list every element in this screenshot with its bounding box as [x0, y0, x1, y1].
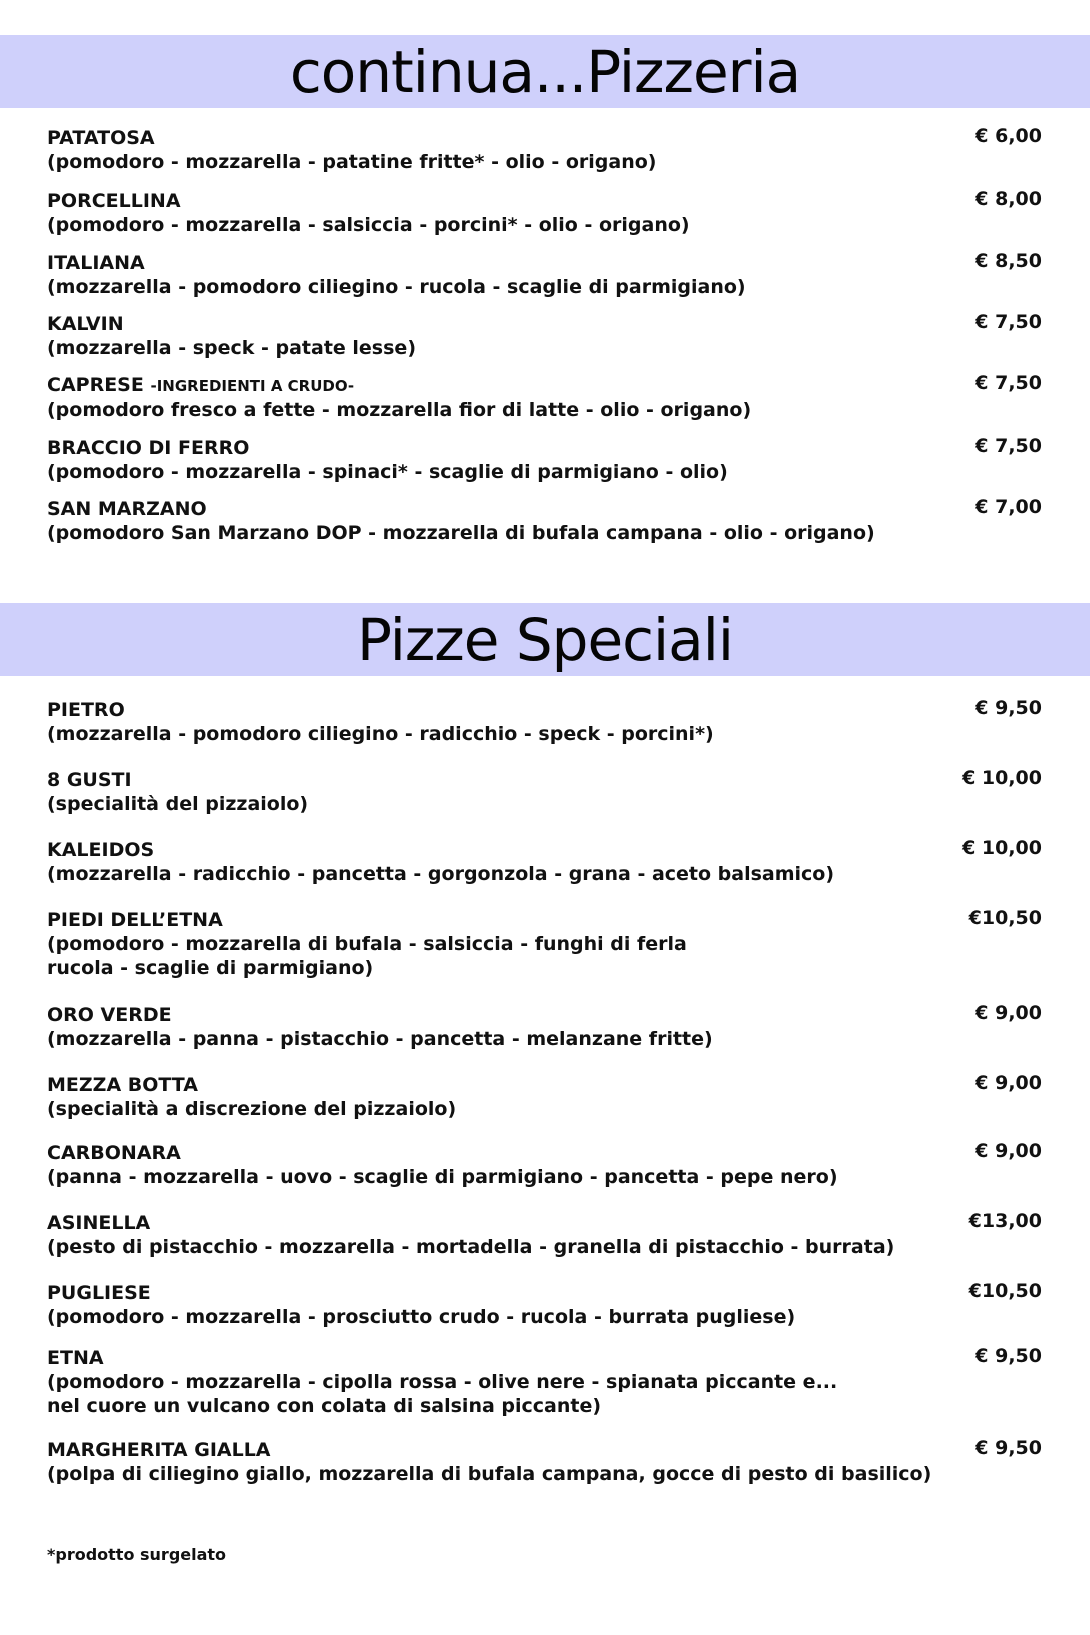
- item-price: €10,50: [968, 1280, 1042, 1302]
- menu-item: [47, 1438, 1042, 1486]
- item-name-text: PIETRO: [47, 699, 125, 721]
- item-price: € 9,00: [975, 1140, 1042, 1162]
- item-price: € 9,50: [975, 1437, 1042, 1459]
- menu-item: [47, 251, 1042, 299]
- item-name-text: ETNA: [47, 1347, 104, 1369]
- item-name: [47, 1211, 1042, 1235]
- item-name: [47, 1003, 1042, 1027]
- menu-item: [47, 312, 1042, 360]
- item-name-text: PIEDI DELL’ETNA: [47, 909, 223, 931]
- item-name: [47, 312, 1042, 336]
- section-banner-pizze-speciali: [0, 603, 1090, 676]
- item-price: € 7,50: [975, 372, 1042, 394]
- item-price: € 7,50: [975, 311, 1042, 333]
- menu-item: [47, 768, 1042, 816]
- item-description: (mozzarella - pomodoro ciliegino - rucola - scaglie di parmigiano): [47, 276, 746, 298]
- item-description: (pomodoro - mozzarella - salsiccia - porcini* - olio - origano): [47, 214, 690, 236]
- item-name: [47, 373, 1042, 398]
- menu-item: [47, 497, 1042, 545]
- menu-item: [47, 126, 1042, 174]
- item-description: (panna - mozzarella - uovo - scaglie di parmigiano - pancetta - pepe nero): [47, 1166, 838, 1188]
- menu-item: [47, 1281, 1042, 1329]
- item-price: € 10,00: [962, 837, 1042, 859]
- item-price: € 9,50: [975, 697, 1042, 719]
- item-description: (mozzarella - panna - pistacchio - pancetta - melanzane fritte): [47, 1028, 713, 1050]
- menu-item: [47, 698, 1042, 746]
- menu-item: [47, 838, 1042, 886]
- item-name-text: PUGLIESE: [47, 1282, 151, 1304]
- section-banner-pizzeria: [0, 35, 1090, 108]
- item-name-text: KALVIN: [47, 313, 124, 335]
- menu-item: [47, 436, 1042, 484]
- item-name-text: ITALIANA: [47, 252, 145, 274]
- item-description: (pomodoro fresco a fette - mozzarella fior di latte - olio - origano): [47, 399, 752, 421]
- item-description: (pomodoro - mozzarella - cipolla rossa - olive nere - spianata piccante e... nel cuore un vulcano con colata di salsina piccante): [47, 1371, 838, 1417]
- item-description: (pomodoro - mozzarella - spinaci* - scaglie di parmigiano - olio): [47, 461, 728, 483]
- menu-item: [47, 1073, 1042, 1121]
- item-name: [47, 497, 1042, 521]
- item-name-text: PATATOSA: [47, 127, 155, 149]
- menu-item: [47, 189, 1042, 237]
- item-name-text: CARBONARA: [47, 1142, 181, 1164]
- item-description: (mozzarella - speck - patate lesse): [47, 337, 416, 359]
- item-name: [47, 768, 1042, 792]
- item-description: (specialità a discrezione del pizzaiolo): [47, 1098, 457, 1120]
- item-name: [47, 908, 1042, 932]
- item-name-text: MARGHERITA GIALLA: [47, 1439, 271, 1461]
- item-name: [47, 251, 1042, 275]
- footnote: *prodotto surgelato: [47, 1545, 227, 1564]
- item-name-text: 8 GUSTI: [47, 769, 132, 791]
- item-name-text: ASINELLA: [47, 1212, 151, 1234]
- item-price: € 9,00: [975, 1072, 1042, 1094]
- item-name: [47, 126, 1042, 150]
- item-description: (polpa di ciliegino giallo, mozzarella di bufala campana, gocce di pesto di basilico): [47, 1463, 932, 1485]
- item-name: [47, 698, 1042, 722]
- menu-item: [47, 1003, 1042, 1051]
- item-name: [47, 1438, 1042, 1462]
- menu-item: [47, 908, 1042, 980]
- item-description: (mozzarella - radicchio - pancetta - gorgonzola - grana - aceto balsamico): [47, 863, 835, 885]
- section-title: continua...Pizzeria: [289, 37, 801, 106]
- menu-item: [47, 1211, 1042, 1259]
- item-price: €10,50: [968, 907, 1042, 929]
- item-description: (pomodoro - mozzarella - patatine fritte* - olio - origano): [47, 151, 657, 173]
- item-name: [47, 1346, 1042, 1370]
- item-name-text: CAPRESE: [47, 374, 144, 396]
- item-name-text: SAN MARZANO: [47, 498, 207, 520]
- item-price: € 7,50: [975, 435, 1042, 457]
- menu-item: [47, 1346, 1042, 1418]
- item-price: € 10,00: [962, 767, 1042, 789]
- item-price: € 9,00: [975, 1002, 1042, 1024]
- item-name-text: BRACCIO DI FERRO: [47, 437, 250, 459]
- section-title: Pizze Speciali: [357, 605, 733, 674]
- item-name-text: PORCELLINA: [47, 190, 181, 212]
- item-description: (pomodoro San Marzano DOP - mozzarella di bufala campana - olio - origano): [47, 522, 875, 544]
- item-description: (pesto di pistacchio - mozzarella - mortadella - granella di pistacchio - burrata): [47, 1236, 895, 1258]
- item-note: -INGREDIENTI A CRUDO-: [150, 377, 355, 395]
- item-name-text: MEZZA BOTTA: [47, 1074, 198, 1096]
- item-price: € 8,00: [975, 188, 1042, 210]
- item-description: (pomodoro - mozzarella di bufala - salsiccia - funghi di ferla rucola - scaglie di parmigiano): [47, 933, 687, 979]
- item-name: [47, 1141, 1042, 1165]
- item-description: (mozzarella - pomodoro ciliegino - radicchio - speck - porcini*): [47, 723, 714, 745]
- item-name: [47, 1073, 1042, 1097]
- item-price: € 8,50: [975, 250, 1042, 272]
- item-name: [47, 1281, 1042, 1305]
- item-name: [47, 436, 1042, 460]
- item-description: (pomodoro - mozzarella - prosciutto crudo - rucola - burrata pugliese): [47, 1306, 796, 1328]
- item-price: € 9,50: [975, 1345, 1042, 1367]
- item-price: € 7,00: [975, 496, 1042, 518]
- item-name: [47, 838, 1042, 862]
- menu-item: [47, 1141, 1042, 1189]
- item-description: (specialità del pizzaiolo): [47, 793, 309, 815]
- item-name-text: KALEIDOS: [47, 839, 155, 861]
- item-price: € 6,00: [975, 125, 1042, 147]
- item-name: [47, 189, 1042, 213]
- menu-item: [47, 373, 1042, 422]
- item-price: €13,00: [968, 1210, 1042, 1232]
- item-name-text: ORO VERDE: [47, 1004, 172, 1026]
